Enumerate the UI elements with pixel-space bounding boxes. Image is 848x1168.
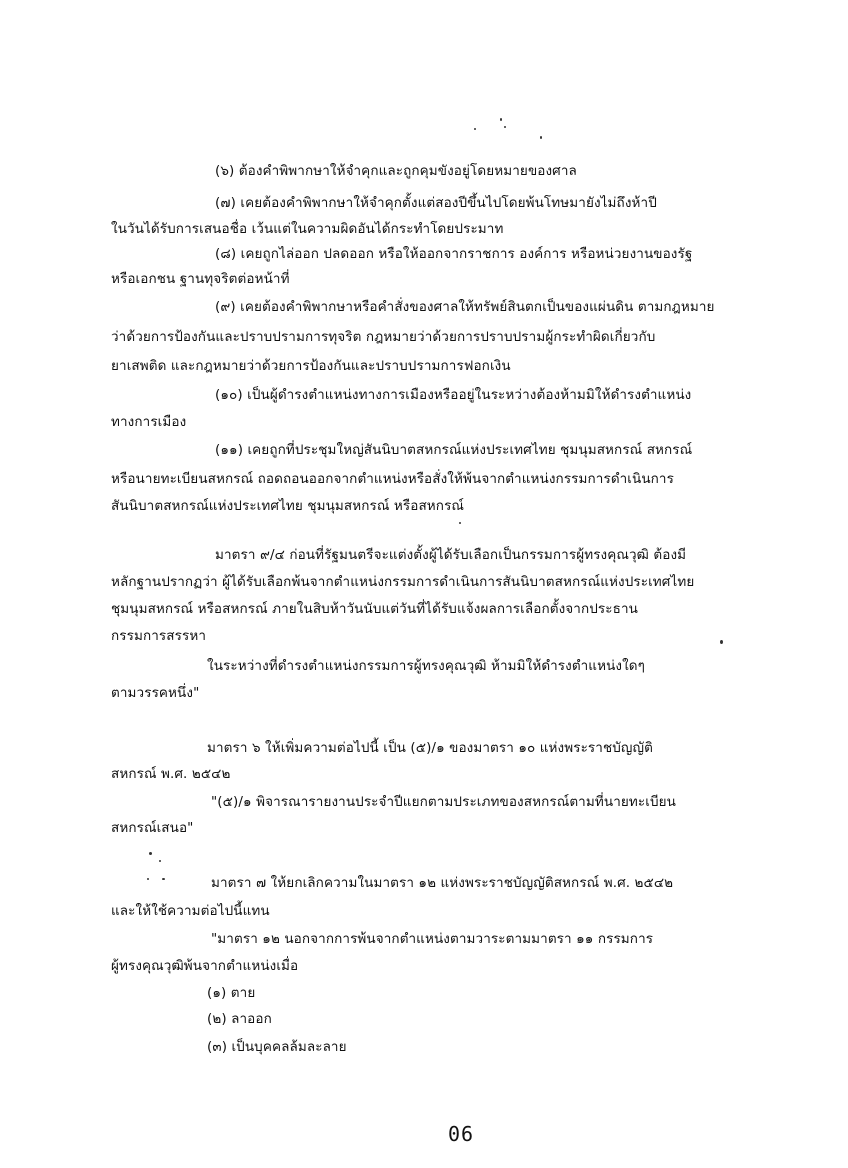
- text-line: ผู้ทรงคุณวุฒิพ้นจากตำแหน่งเมื่อ: [111, 958, 299, 974]
- text-line: ตามวรรคหนึ่ง": [111, 685, 200, 701]
- text-line: (๑) ตาย: [207, 985, 256, 1001]
- text-line: "มาตรา ๑๒ นอกจากการพ้นจากตำแหน่งตามวาระตามมาตรา ๑๑ กรรมการ: [211, 931, 654, 947]
- text-line: หรือนายทะเบียนสหกรณ์ ถอดถอนออกจากตำแหน่งหรือสั่งให้พ้นจากตำแหน่งกรรมการดำเนินการ: [111, 471, 674, 487]
- text-line: สหกรณ์ พ.ศ. ๒๕๔๒: [111, 766, 231, 782]
- scan-speck: [504, 126, 506, 128]
- text-line: ในวันได้รับการเสนอชื่อ เว้นแต่ในความผิดอันได้กระทำโดยประมาท: [111, 221, 504, 237]
- scan-speck: [474, 128, 476, 130]
- text-line: มาตรา ๙/๔ ก่อนที่รัฐมนตรีจะแต่งตั้งผู้ได้รับเลือกเป็นกรรมการผู้ทรงคุณวุฒิ ต้องมี: [215, 547, 687, 563]
- scan-speck: [459, 522, 461, 524]
- scan-speck: [720, 640, 723, 644]
- text-line: สหกรณ์เสนอ": [111, 820, 194, 836]
- text-line: "(๕)/๑ พิจารณารายงานประจำปีแยกตามประเภทของสหกรณ์ตามที่นายทะเบียน: [211, 794, 676, 810]
- text-line: (๑๑) เคยถูกที่ประชุมใหญ่สันนิบาตสหกรณ์แห่งประเทศไทย ชุมนุมสหกรณ์ สหกรณ์: [215, 442, 693, 458]
- text-line: ทางการเมือง: [111, 414, 187, 430]
- text-line: (๙) เคยต้องคำพิพากษาหรือคำสั่งของศาลให้ทรัพย์สินตกเป็นของแผ่นดิน ตามกฎหมาย: [215, 299, 715, 315]
- text-line: สันนิบาตสหกรณ์แห่งประเทศไทย ชุมนุมสหกรณ์ หรือสหกรณ์: [111, 498, 465, 514]
- scan-speck: [159, 860, 161, 862]
- text-line: มาตรา ๗ ให้ยกเลิกความในมาตรา ๑๒ แห่งพระราชบัญญัติสหกรณ์ พ.ศ. ๒๕๔๒: [211, 875, 674, 891]
- text-line: กรรมการสรรหา: [111, 628, 207, 644]
- text-line: (๖) ต้องคำพิพากษาให้จำคุกและถูกคุมขังอยู่โดยหมายของศาล: [215, 163, 577, 179]
- scan-speck: [149, 852, 152, 855]
- text-line: หรือเอกชน ฐานทุจริตต่อหน้าที่: [111, 271, 290, 287]
- text-line: ชุมนุมสหกรณ์ หรือสหกรณ์ ภายในสิบห้าวันนับแต่วันที่ได้รับแจ้งผลการเลือกตั้งจากประธาน: [111, 601, 638, 617]
- page-number: 06: [448, 1122, 475, 1146]
- scan-speck: [147, 878, 149, 880]
- text-line: (๓) เป็นบุคคลล้มละลาย: [207, 1039, 347, 1055]
- text-line: (๒) ลาออก: [207, 1011, 272, 1027]
- text-line: (๑๐) เป็นผู้ดำรงตำแหน่งทางการเมืองหรืออยู่ในระหว่างต้องห้ามมิให้ดำรงตำแหน่ง: [215, 387, 692, 403]
- text-line: หลักฐานปรากฏว่า ผู้ได้รับเลือกพ้นจากตำแหน่งกรรมการดำเนินการสันนิบาตสหกรณ์แห่งประเทศไทย: [111, 574, 695, 590]
- text-line: (๗) เคยต้องคำพิพากษาให้จำคุกตั้งแต่สองปีขึ้นไปโดยพ้นโทษมายังไม่ถึงห้าปี: [215, 195, 657, 211]
- text-line: ในระหว่างที่ดำรงตำแหน่งกรรมการผู้ทรงคุณวุฒิ ห้ามมิให้ดำรงตำแหน่งใดๆ: [207, 658, 646, 674]
- scan-speck: [162, 878, 165, 880]
- text-line: มาตรา ๖ ให้เพิ่มความต่อไปนี้ เป็น (๕)/๑ ของมาตรา ๑๐ แห่งพระราชบัญญัติ: [207, 740, 653, 756]
- scan-speck: [540, 136, 542, 139]
- text-line: ว่าด้วยการป้องกันและปราบปรามการทุจริต กฎหมายว่าด้วยการปราบปรามผู้กระทำผิดเกี่ยวกับ: [111, 329, 656, 345]
- scan-speck: [500, 118, 502, 121]
- text-line: (๘) เคยถูกไล่ออก ปลดออก หรือให้ออกจากราชการ องค์การ หรือหน่วยงานของรัฐ: [215, 246, 693, 262]
- text-line: ยาเสพติด และกฎหมายว่าด้วยการป้องกันและปราบปรามการฟอกเงิน: [111, 358, 511, 374]
- text-line: และให้ใช้ความต่อไปนี้แทน: [111, 903, 270, 919]
